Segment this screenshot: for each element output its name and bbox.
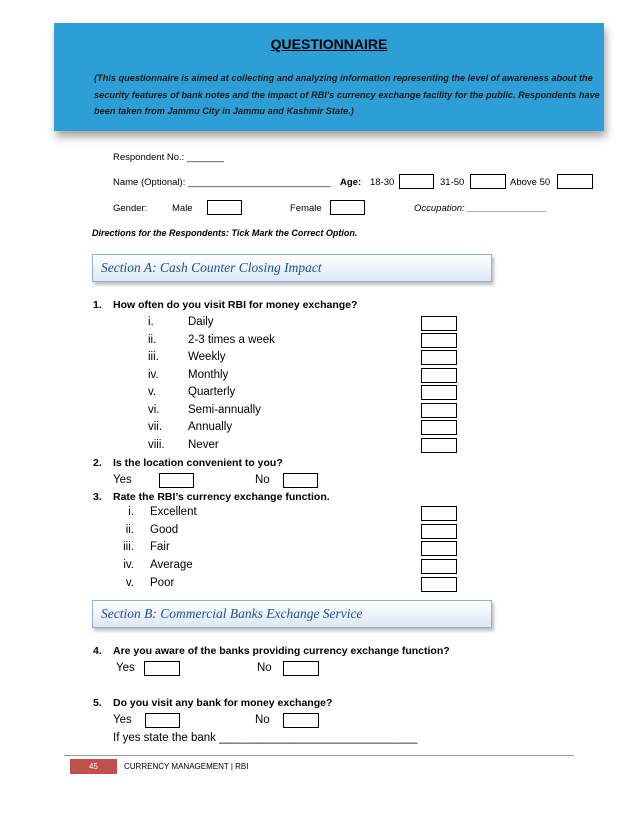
q5-yes-checkbox[interactable] bbox=[145, 713, 180, 728]
option-label: Poor bbox=[150, 577, 175, 589]
no-label: No bbox=[255, 714, 270, 726]
option-numeral: vi. bbox=[148, 404, 160, 416]
option-numeral: iv. bbox=[123, 559, 134, 571]
option-numeral: ii. bbox=[125, 524, 134, 536]
q1-option-checkbox[interactable] bbox=[421, 420, 457, 435]
option-label: Average bbox=[150, 559, 193, 571]
questionnaire-banner bbox=[54, 23, 604, 131]
page-number: 45 bbox=[70, 759, 117, 774]
question-3-options bbox=[0, 506, 638, 594]
section-a-title: Section A: Cash Counter Closing Impact bbox=[101, 260, 322, 275]
q1-option-checkbox[interactable] bbox=[421, 403, 457, 418]
age-option-label: 18-30 bbox=[370, 177, 395, 188]
age-option-label: Above 50 bbox=[510, 177, 551, 188]
age-above-50-checkbox[interactable] bbox=[557, 174, 593, 189]
option-label: Daily bbox=[188, 316, 214, 328]
option-numeral: i. bbox=[128, 506, 134, 518]
age-31-50-checkbox[interactable] bbox=[470, 174, 506, 189]
bank-name-field[interactable]: If yes state the bank _______________________________ bbox=[113, 732, 418, 744]
section-b-header bbox=[92, 600, 492, 628]
q3-option-checkbox[interactable] bbox=[421, 524, 457, 539]
section-a-header bbox=[92, 254, 492, 282]
q1-option-checkbox[interactable] bbox=[421, 316, 457, 331]
q1-option-checkbox[interactable] bbox=[421, 333, 457, 348]
footer-divider bbox=[64, 755, 574, 756]
directions-text: Directions for the Respondents: Tick Mark the Correct Option. bbox=[92, 228, 358, 238]
q1-option-checkbox[interactable] bbox=[421, 438, 457, 453]
question-1-text: How often do you visit RBI for money exchange? bbox=[113, 299, 358, 311]
question-1-number: 1. bbox=[93, 299, 102, 311]
option-label: Never bbox=[188, 439, 219, 451]
q4-yes-checkbox[interactable] bbox=[144, 661, 180, 676]
yes-label: Yes bbox=[113, 474, 132, 486]
question-1-options bbox=[0, 316, 638, 456]
yes-label: Yes bbox=[116, 662, 135, 674]
option-label: Annually bbox=[188, 421, 233, 433]
q1-option-checkbox[interactable] bbox=[421, 350, 457, 365]
option-numeral: viii. bbox=[148, 439, 165, 451]
option-numeral: v. bbox=[148, 386, 157, 398]
age-18-30-checkbox[interactable] bbox=[399, 174, 434, 189]
option-numeral: i. bbox=[148, 316, 154, 328]
age-option-label: 31-50 bbox=[440, 177, 465, 188]
question-2-text: Is the location convenient to you? bbox=[113, 457, 283, 469]
option-label: Fair bbox=[150, 541, 170, 553]
option-label: Good bbox=[150, 524, 179, 536]
question-5-number: 5. bbox=[93, 697, 102, 709]
section-b-title: Section B: Commercial Banks Exchange Service bbox=[101, 606, 363, 621]
respondent-number: Respondent No.: _______ bbox=[113, 152, 224, 163]
option-label: Excellent bbox=[150, 506, 197, 518]
question-3-text: Rate the RBI’s currency exchange function. bbox=[113, 491, 330, 503]
option-numeral: iii. bbox=[148, 351, 159, 363]
yes-label: Yes bbox=[113, 714, 132, 726]
q2-no-checkbox[interactable] bbox=[283, 473, 318, 488]
option-numeral: ii. bbox=[148, 334, 157, 346]
q3-option-checkbox[interactable] bbox=[421, 541, 457, 556]
option-label: Quarterly bbox=[188, 386, 236, 398]
gender-male-checkbox[interactable] bbox=[207, 200, 242, 215]
q5-no-checkbox[interactable] bbox=[283, 713, 319, 728]
gender-female-checkbox[interactable] bbox=[330, 200, 365, 215]
gender-option-label: Female bbox=[290, 203, 322, 214]
q3-option-checkbox[interactable] bbox=[421, 577, 457, 592]
no-label: No bbox=[257, 662, 272, 674]
option-label: Semi-annually bbox=[188, 404, 261, 416]
question-4-text: Are you aware of the banks providing currency exchange function? bbox=[113, 645, 450, 657]
gender-option-label: Male bbox=[172, 203, 193, 214]
question-4-number: 4. bbox=[93, 645, 102, 657]
option-label: Weekly bbox=[188, 351, 226, 363]
question-5-text: Do you visit any bank for money exchange? bbox=[113, 697, 333, 709]
age-label: Age: bbox=[340, 177, 362, 188]
option-label: 2-3 times a week bbox=[188, 334, 275, 346]
q3-option-checkbox[interactable] bbox=[421, 559, 457, 574]
option-numeral: vii. bbox=[148, 421, 163, 433]
gender-label: Gender: bbox=[113, 203, 148, 214]
q2-yes-checkbox[interactable] bbox=[159, 473, 194, 488]
option-numeral: iii. bbox=[123, 541, 134, 553]
no-label: No bbox=[255, 474, 270, 486]
occupation-field[interactable]: Occupation: _______________ bbox=[414, 203, 547, 214]
option-label: Monthly bbox=[188, 369, 229, 381]
option-numeral: v. bbox=[125, 577, 134, 589]
question-3-number: 3. bbox=[93, 491, 102, 503]
intro-text: (This questionnaire is aimed at collecting and analyzing information representing the level of awareness about the security features of bank notes and the impact of RBI’s currency exchange facility for the public. Respondents have been taken from Jammu City in Jammu and Kashmir State.) bbox=[94, 73, 600, 116]
question-2-number: 2. bbox=[93, 457, 102, 469]
q3-option-checkbox[interactable] bbox=[421, 506, 457, 521]
name-field[interactable]: Name (Optional): ___________________________ bbox=[113, 177, 331, 188]
q1-option-checkbox[interactable] bbox=[421, 368, 457, 383]
running-title: CURRENCY MANAGEMENT | RBI bbox=[124, 762, 249, 771]
option-numeral: iv. bbox=[148, 369, 159, 381]
q1-option-checkbox[interactable] bbox=[421, 385, 457, 400]
page-title: QUESTIONNAIRE bbox=[270, 36, 388, 52]
q4-no-checkbox[interactable] bbox=[283, 661, 319, 676]
